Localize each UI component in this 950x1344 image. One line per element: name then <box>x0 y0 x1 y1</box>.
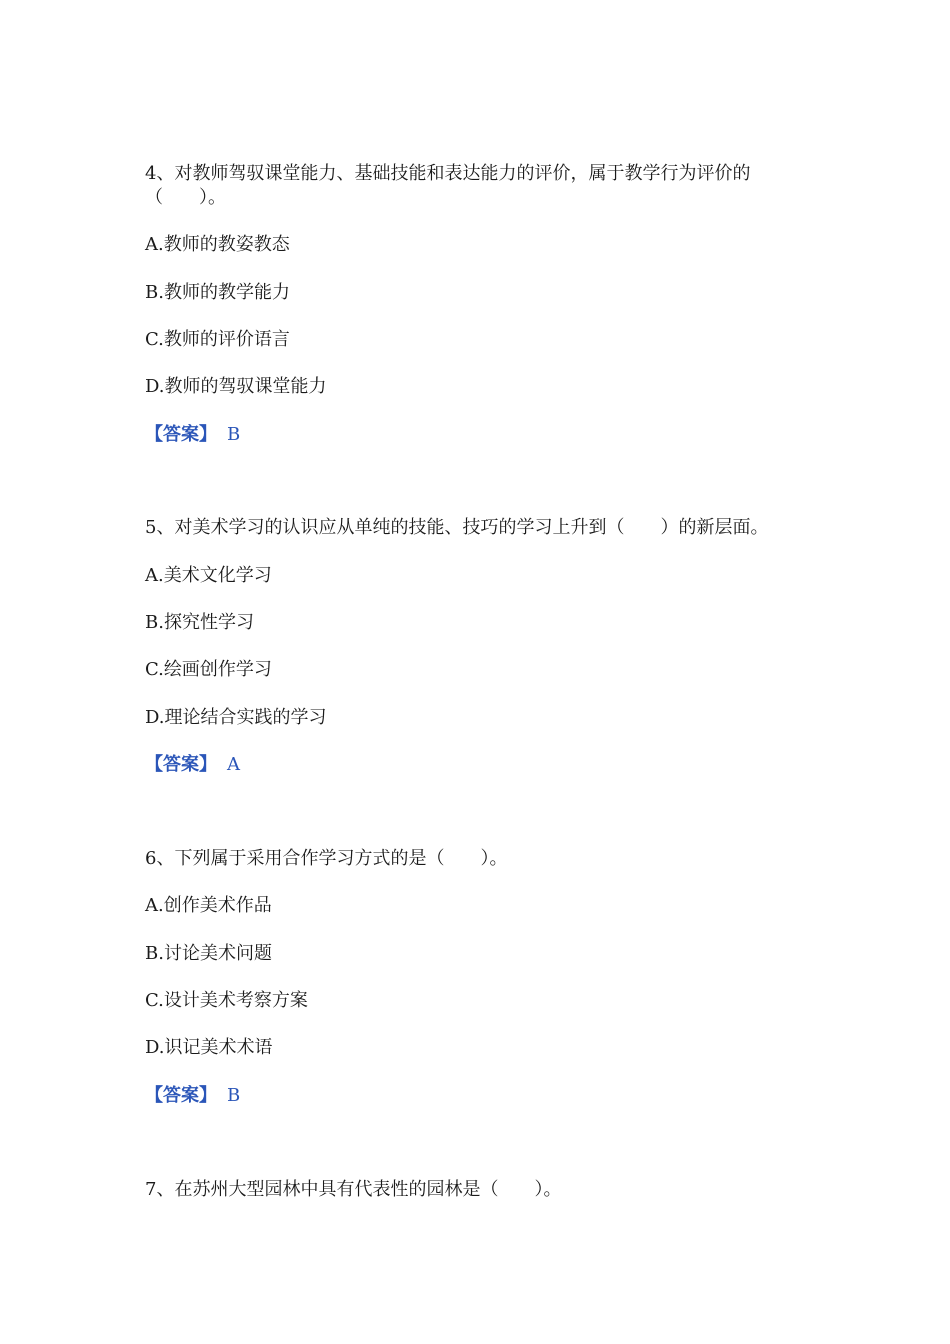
answer-label: 【答案】 <box>145 754 217 775</box>
answer-value: B <box>227 1085 241 1106</box>
answer-row <box>145 753 240 777</box>
option-d: D.理论结合实践的学习 <box>145 707 327 728</box>
question-stem: 5、对美术学习的认识应从单纯的技能、技巧的学习上升到（ ）的新层面。 <box>145 517 769 538</box>
option-b: B.探究性学习 <box>145 612 254 633</box>
option-b: B.教师的教学能力 <box>145 282 290 303</box>
option-a: A.美术文化学习 <box>145 565 272 586</box>
question-stem-continued: （ ）。 <box>145 187 226 208</box>
option-b: B.讨论美术问题 <box>145 943 272 964</box>
option-a: A.教师的教姿教态 <box>145 234 290 255</box>
option-d: D.教师的驾驭课堂能力 <box>145 376 327 397</box>
option-a: A.创作美术作品 <box>145 895 272 916</box>
answer-label: 【答案】 <box>145 1085 217 1106</box>
option-d: D.识记美术术语 <box>145 1037 273 1058</box>
option-c: C.设计美术考察方案 <box>145 990 308 1011</box>
question-stem: 7、在苏州大型园林中具有代表性的园林是（ ）。 <box>145 1179 562 1200</box>
answer-row <box>145 423 240 447</box>
option-c: C.教师的评价语言 <box>145 329 290 350</box>
answer-value: A <box>227 754 240 775</box>
answer-row <box>145 1084 240 1108</box>
option-c: C.绘画创作学习 <box>145 659 272 680</box>
answer-label: 【答案】 <box>145 424 217 445</box>
answer-value: B <box>227 424 241 445</box>
question-stem: 4、对教师驾驭课堂能力、基础技能和表达能力的评价，属于教学行为评价的 <box>145 163 751 184</box>
question-stem: 6、下列属于采用合作学习方式的是（ ）。 <box>145 848 508 869</box>
